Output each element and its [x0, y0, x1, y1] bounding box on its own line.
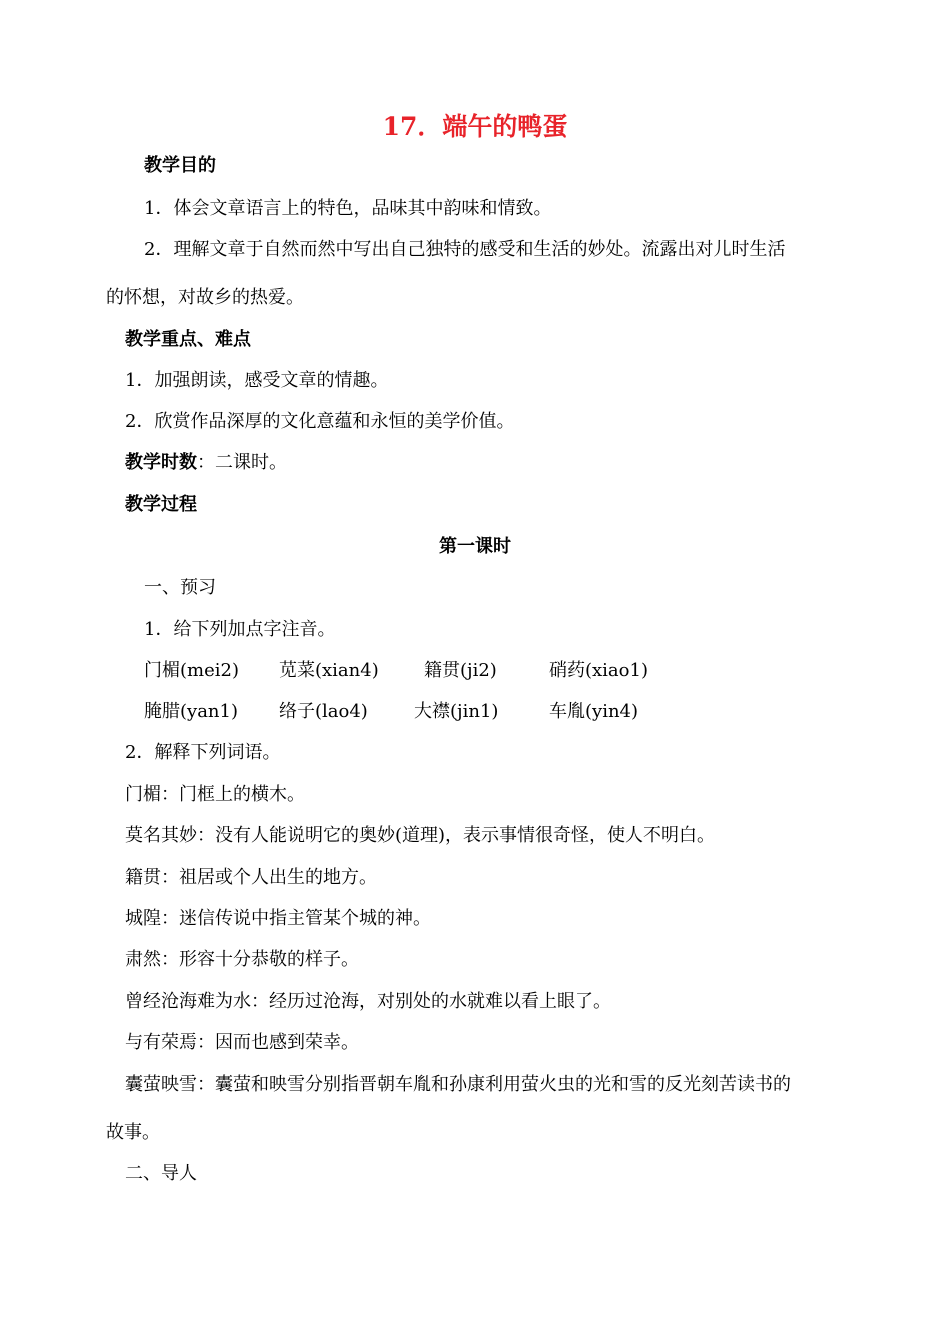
process-heading: 教学过程 [125, 494, 197, 515]
glossary-item-last-line-2: 故事。 [106, 1122, 160, 1143]
pinyin-item: 硝药(xiao1) [549, 660, 648, 681]
key-points-heading: 教学重点、难点 [125, 329, 251, 350]
teaching-hours [125, 451, 287, 475]
pinyin-item: 络子(lao4) [279, 701, 368, 722]
teaching-hours-label: 教学时数 [125, 452, 197, 473]
pinyin-item: 门楣(mei2) [144, 660, 239, 681]
teaching-hours-value: ：二课时。 [197, 452, 287, 473]
pinyin-item: 腌腊(yan1) [144, 701, 238, 722]
intro-heading: 二、导人 [125, 1163, 197, 1184]
glossary-item: 肃然：形容十分恭敬的样子。 [125, 949, 359, 970]
glossary-item: 门楣：门框上的横木。 [125, 784, 305, 805]
pinyin-item: 车胤(yin4) [549, 701, 639, 722]
preview-heading: 一、预习 [144, 577, 216, 598]
glossary-item: 与有荣焉：因而也感到荣幸。 [125, 1032, 359, 1053]
glossary-item: 曾经沧海难为水：经历过沧海，对别处的水就难以看上眼了。 [125, 991, 611, 1012]
pinyin-item: 苋菜(xian4) [279, 660, 379, 681]
key-point-item-2: 2．欣赏作品深厚的文化意蕴和永恒的美学价值。 [125, 411, 515, 432]
page-title: 17．端午的鸭蛋 [382, 112, 568, 141]
pinyin-item: 籍贯(ji2) [424, 660, 497, 681]
preview-task-1: 1．给下列加点字注音。 [144, 619, 336, 640]
glossary-item: 莫名其妙：没有人能说明它的奥妙(道理)，表示事情很奇怪，使人不明白。 [125, 825, 716, 846]
glossary-item: 籍贯：祖居或个人出生的地方。 [125, 867, 377, 888]
objective-item-1: 1．体会文章语言上的特色，品味其中韵味和情致。 [144, 198, 552, 219]
lesson-title: 第一课时 [439, 536, 511, 557]
objective-item-2-line-1: 2．理解文章于自然而然中写出自己独特的感受和生活的妙处。流露出对儿时生活 [144, 239, 786, 260]
pinyin-item: 大襟(jin1) [414, 701, 499, 722]
key-point-item-1: 1．加强朗读，感受文章的情趣。 [125, 370, 389, 391]
glossary-item: 城隍：迷信传说中指主管某个城的神。 [125, 908, 431, 929]
glossary-item-last-line-1: 囊萤映雪：囊萤和映雪分别指晋朝车胤和孙康利用萤火虫的光和雪的反光刻苦读书的 [125, 1074, 791, 1095]
objectives-heading: 教学目的 [144, 155, 216, 176]
objective-item-2-line-2: 的怀想，对故乡的热爱。 [106, 287, 304, 308]
preview-task-2: 2．解释下列词语。 [125, 742, 281, 763]
